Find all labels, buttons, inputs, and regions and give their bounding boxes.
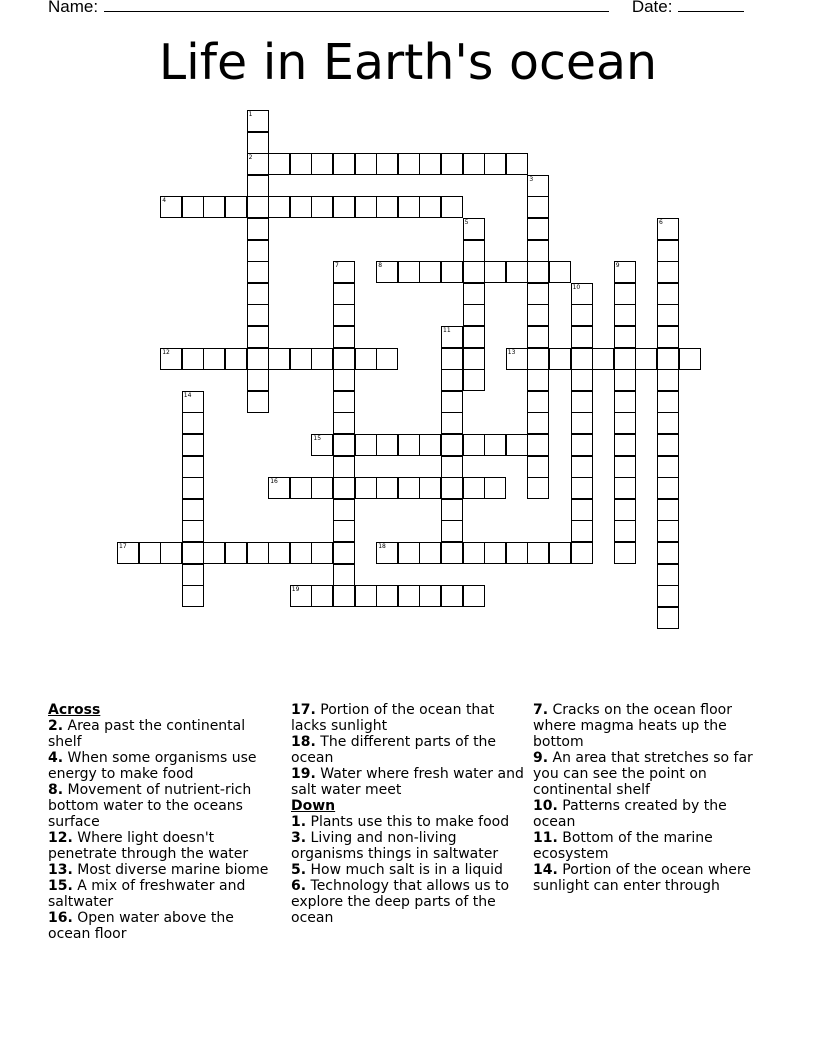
grid-cell[interactable]: [419, 434, 441, 456]
grid-cell[interactable]: [268, 153, 290, 175]
grid-cell[interactable]: [311, 477, 333, 499]
grid-cell[interactable]: [182, 412, 204, 434]
grid-cell[interactable]: [527, 261, 549, 283]
grid-cell[interactable]: [441, 520, 463, 542]
clue-text: Portion of the ocean that lacks sunlight: [291, 702, 495, 734]
clue-across-19: [291, 766, 525, 798]
grid-cell[interactable]: [571, 456, 593, 478]
grid-cell[interactable]: [657, 520, 679, 542]
grid-cell[interactable]: [657, 304, 679, 326]
grid-cell[interactable]: [527, 369, 549, 391]
grid-cell[interactable]: [247, 240, 269, 262]
grid-cell[interactable]: [398, 434, 420, 456]
grid-cell[interactable]: [614, 261, 636, 283]
clue-number-label: 15: [313, 435, 322, 442]
clue-across-13: [48, 862, 276, 878]
clue-text: When some organisms use energy to make food: [48, 750, 257, 782]
grid-cell[interactable]: [333, 369, 355, 391]
grid-cell[interactable]: [376, 153, 398, 175]
grid-cell[interactable]: [484, 477, 506, 499]
grid-cell[interactable]: [268, 477, 290, 499]
clue-text: A mix of freshwater and saltwater: [48, 878, 246, 910]
grid-cell[interactable]: [247, 110, 269, 132]
grid-cell[interactable]: [333, 520, 355, 542]
grid-cell[interactable]: [333, 434, 355, 456]
grid-cell[interactable]: [311, 434, 333, 456]
grid-cell[interactable]: [506, 542, 528, 564]
grid-cell[interactable]: [527, 326, 549, 348]
grid-cell[interactable]: [441, 261, 463, 283]
grid-cell[interactable]: [571, 304, 593, 326]
grid-cell[interactable]: [571, 369, 593, 391]
across-heading: Across: [48, 702, 101, 718]
grid-cell[interactable]: [614, 520, 636, 542]
grid-cell[interactable]: [484, 542, 506, 564]
clue-across-15: [48, 878, 276, 910]
clues-column-1: [48, 702, 276, 942]
clue-text: Most diverse marine biome: [77, 862, 269, 878]
grid-cell[interactable]: [182, 542, 204, 564]
grid-cell[interactable]: [506, 434, 528, 456]
name-field[interactable]: [104, 0, 609, 12]
grid-cell[interactable]: [592, 348, 614, 370]
clue-number-label: 17: [119, 543, 127, 550]
grid-cell[interactable]: [441, 369, 463, 391]
clue-down-11: [533, 830, 765, 862]
grid-cell[interactable]: [333, 196, 355, 218]
grid-cell[interactable]: [614, 326, 636, 348]
grid-cell[interactable]: [657, 607, 679, 629]
grid-cell[interactable]: [441, 477, 463, 499]
grid-cell[interactable]: [463, 218, 485, 240]
grid-cell[interactable]: [657, 326, 679, 348]
clue-number-label: 4: [162, 197, 167, 205]
grid-cell[interactable]: [527, 175, 549, 197]
grid-cell[interactable]: [333, 542, 355, 564]
grid-cell[interactable]: [441, 153, 463, 175]
grid-cell[interactable]: [614, 456, 636, 478]
grid-cell[interactable]: [247, 283, 269, 305]
grid-cell[interactable]: [441, 456, 463, 478]
grid-cell[interactable]: [247, 261, 269, 283]
clues-column-3: [533, 702, 765, 894]
page-title: Life in Earth's ocean: [158, 34, 658, 91]
grid-cell[interactable]: [203, 348, 225, 370]
grid-cell[interactable]: [182, 391, 204, 413]
clue-down-6: [291, 878, 525, 926]
clue-text: Bottom of the marine ecosystem: [533, 830, 713, 862]
grid-cell[interactable]: [463, 348, 485, 370]
grid-cell[interactable]: [571, 434, 593, 456]
date-label: Date:: [631, 0, 673, 16]
grid-cell[interactable]: [247, 391, 269, 413]
grid-cell[interactable]: [527, 196, 549, 218]
grid-cell[interactable]: [571, 499, 593, 521]
grid-cell[interactable]: [441, 196, 463, 218]
grid-cell[interactable]: [376, 542, 398, 564]
grid-cell[interactable]: [182, 434, 204, 456]
grid-cell[interactable]: [527, 348, 549, 370]
grid-cell[interactable]: [657, 283, 679, 305]
grid-cell[interactable]: [333, 564, 355, 586]
clue-down-9: [533, 750, 765, 798]
clue-number-label: 7: [335, 262, 339, 270]
clue-down-1: [291, 814, 525, 830]
grid-cell[interactable]: [527, 218, 549, 240]
clue-number: 6.: [291, 878, 307, 894]
clue-text: Where light doesn't penetrate through the water: [48, 830, 249, 862]
clue-text: Open water above the ocean floor: [48, 910, 234, 942]
clue-number-label: 6: [659, 219, 663, 226]
grid-cell[interactable]: [657, 564, 679, 586]
grid-cell[interactable]: [657, 499, 679, 521]
grid-cell[interactable]: [614, 283, 636, 305]
clue-text: Plants use this to make food: [310, 814, 510, 830]
grid-cell[interactable]: [333, 348, 355, 370]
grid-cell[interactable]: [527, 304, 549, 326]
clue-number: 4.: [48, 750, 64, 766]
header: [48, 0, 748, 17]
grid-cell[interactable]: [355, 434, 377, 456]
clue-across-17: [291, 702, 525, 734]
grid-cell[interactable]: [160, 196, 182, 218]
grid-cell[interactable]: [657, 369, 679, 391]
clue-across-2: [48, 718, 276, 750]
grid-cell[interactable]: [657, 585, 679, 607]
grid-cell[interactable]: [333, 261, 355, 283]
clue-text: Water where fresh water and salt water meet: [291, 766, 524, 798]
grid-cell[interactable]: [571, 520, 593, 542]
clue-text: Cracks on the ocean floor where magma heats up the bottom: [533, 702, 732, 750]
clue-across-16: [48, 910, 276, 942]
clue-number: 15.: [48, 878, 73, 894]
grid-cell[interactable]: [311, 542, 333, 564]
clue-number: 3.: [291, 830, 307, 846]
clue-number: 5.: [291, 862, 307, 878]
grid-cell[interactable]: [463, 283, 485, 305]
grid-cell[interactable]: [463, 153, 485, 175]
grid-cell[interactable]: [441, 326, 463, 348]
grid-cell[interactable]: [355, 196, 377, 218]
grid-cell[interactable]: [419, 477, 441, 499]
grid-cell[interactable]: [441, 585, 463, 607]
clue-number-label: 11: [443, 327, 451, 334]
clue-number: 8.: [48, 782, 64, 798]
clue-number-label: 12: [162, 348, 170, 356]
clue-number-label: 3: [529, 175, 534, 183]
grid-cell[interactable]: [225, 542, 247, 564]
grid-cell[interactable]: [333, 412, 355, 434]
grid-cell[interactable]: [398, 542, 420, 564]
clue-number: 16.: [48, 910, 73, 926]
clue-number-label: 8: [378, 262, 383, 270]
grid-cell[interactable]: [311, 348, 333, 370]
grid-cell[interactable]: [290, 153, 312, 175]
grid-cell[interactable]: [376, 585, 398, 607]
clue-number: 7.: [533, 702, 549, 718]
grid-cell[interactable]: [463, 477, 485, 499]
clue-number: 13.: [48, 862, 73, 878]
grid-cell[interactable]: [117, 542, 139, 564]
grid-cell[interactable]: [657, 434, 679, 456]
grid-cell[interactable]: [463, 326, 485, 348]
grid-cell[interactable]: [311, 196, 333, 218]
clue-number-label: 19: [291, 586, 300, 594]
grid-cell[interactable]: [527, 456, 549, 478]
grid-cell[interactable]: [571, 326, 593, 348]
date-field[interactable]: [678, 0, 744, 12]
clue-text: Portion of the ocean where sunlight can enter through: [533, 862, 751, 894]
grid-cell[interactable]: [333, 326, 355, 348]
clue-number: 11.: [533, 830, 558, 846]
grid-cell[interactable]: [182, 456, 204, 478]
clue-number-label: 16: [270, 478, 278, 486]
grid-cell[interactable]: [333, 283, 355, 305]
clue-text: The different parts of the ocean: [291, 734, 497, 766]
clue-number-label: 10: [572, 283, 581, 291]
grid-cell[interactable]: [679, 348, 701, 370]
grid-cell[interactable]: [398, 585, 420, 607]
grid-cell[interactable]: [290, 585, 312, 607]
grid-cell[interactable]: [225, 196, 247, 218]
grid-cell[interactable]: [311, 585, 333, 607]
grid-cell[interactable]: [657, 456, 679, 478]
clue-number: 1.: [291, 814, 307, 830]
grid-cell[interactable]: [376, 348, 398, 370]
clue-number-label: 2: [248, 154, 253, 162]
grid-cell[interactable]: [571, 412, 593, 434]
clue-text: Technology that allows us to explore the deep parts of the ocean: [291, 878, 510, 926]
grid-cell[interactable]: [419, 542, 441, 564]
grid-cell[interactable]: [355, 153, 377, 175]
grid-cell[interactable]: [549, 261, 571, 283]
grid-cell[interactable]: [160, 542, 182, 564]
grid-cell[interactable]: [463, 585, 485, 607]
grid-cell[interactable]: [571, 391, 593, 413]
grid-cell[interactable]: [419, 261, 441, 283]
clue-number-label: 13: [507, 348, 516, 356]
clue-text: Living and non-living organisms things in saltwater: [291, 830, 499, 862]
grid-cell[interactable]: [571, 477, 593, 499]
grid-cell[interactable]: [527, 477, 549, 499]
grid-cell[interactable]: [506, 261, 528, 283]
grid-cell[interactable]: [247, 153, 269, 175]
grid-cell[interactable]: [398, 477, 420, 499]
clue-number-label: 9: [615, 262, 620, 270]
clue-number: 18.: [291, 734, 316, 750]
grid-cell[interactable]: [614, 304, 636, 326]
clue-text: Movement of nutrient-rich bottom water to the oceans surface: [48, 782, 252, 830]
grid-cell[interactable]: [571, 283, 593, 305]
grid-cell[interactable]: [203, 196, 225, 218]
grid-cell[interactable]: [182, 499, 204, 521]
name-label: Name:: [48, 0, 99, 16]
grid-cell[interactable]: [635, 348, 657, 370]
grid-cell[interactable]: [290, 477, 312, 499]
grid-cell[interactable]: [398, 196, 420, 218]
grid-cell[interactable]: [398, 261, 420, 283]
grid-cell[interactable]: [333, 304, 355, 326]
grid-cell[interactable]: [484, 153, 506, 175]
grid-cell[interactable]: [614, 542, 636, 564]
grid-cell[interactable]: [398, 153, 420, 175]
grid-cell[interactable]: [614, 391, 636, 413]
clue-number: 2.: [48, 718, 64, 734]
grid-cell[interactable]: [484, 261, 506, 283]
grid-cell[interactable]: [527, 412, 549, 434]
grid-cell[interactable]: [571, 348, 593, 370]
clue-number-label: 1: [248, 111, 253, 118]
grid-cell[interactable]: [419, 196, 441, 218]
grid-cell[interactable]: [247, 348, 269, 370]
grid-cell[interactable]: [441, 499, 463, 521]
grid-cell[interactable]: [463, 304, 485, 326]
grid-cell[interactable]: [376, 477, 398, 499]
grid-cell[interactable]: [247, 326, 269, 348]
grid-cell[interactable]: [506, 153, 528, 175]
grid-cell[interactable]: [441, 348, 463, 370]
clue-text: Area past the continental shelf: [48, 718, 246, 750]
clue-down-3: [291, 830, 525, 862]
grid-cell[interactable]: [333, 153, 355, 175]
grid-cell[interactable]: [527, 283, 549, 305]
grid-cell[interactable]: [247, 304, 269, 326]
clue-number: 19.: [291, 766, 316, 782]
grid-cell[interactable]: [441, 542, 463, 564]
grid-cell[interactable]: [614, 369, 636, 391]
grid-cell[interactable]: [225, 348, 247, 370]
grid-cell[interactable]: [463, 434, 485, 456]
grid-cell[interactable]: [657, 218, 679, 240]
grid-cell[interactable]: [527, 240, 549, 262]
clue-across-12: [48, 830, 276, 862]
grid-cell[interactable]: [247, 218, 269, 240]
grid-cell[interactable]: [182, 585, 204, 607]
grid-cell[interactable]: [549, 542, 571, 564]
clue-text: An area that stretches so far you can see the point on continental shelf: [533, 750, 753, 798]
grid-cell[interactable]: [657, 261, 679, 283]
grid-cell[interactable]: [527, 542, 549, 564]
grid-cell[interactable]: [268, 542, 290, 564]
grid-cell[interactable]: [182, 196, 204, 218]
grid-cell[interactable]: [268, 196, 290, 218]
clue-number: 17.: [291, 702, 316, 718]
clue-number: 9.: [533, 750, 549, 766]
grid-cell[interactable]: [657, 240, 679, 262]
grid-cell[interactable]: [441, 412, 463, 434]
grid-cell[interactable]: [355, 585, 377, 607]
grid-cell[interactable]: [139, 542, 161, 564]
clues-column-2: [291, 702, 525, 926]
grid-cell[interactable]: [290, 542, 312, 564]
grid-cell[interactable]: [549, 348, 571, 370]
grid-cell[interactable]: [484, 434, 506, 456]
grid-cell[interactable]: [614, 477, 636, 499]
clue-down-5: [291, 862, 525, 878]
grid-cell[interactable]: [441, 391, 463, 413]
clue-down-10: [533, 798, 765, 830]
grid-cell[interactable]: [527, 434, 549, 456]
grid-cell[interactable]: [419, 585, 441, 607]
grid-cell[interactable]: [463, 240, 485, 262]
grid-cell[interactable]: [311, 153, 333, 175]
grid-cell[interactable]: [290, 348, 312, 370]
grid-cell[interactable]: [614, 412, 636, 434]
grid-cell[interactable]: [203, 542, 225, 564]
clue-number-label: 18: [378, 543, 386, 550]
grid-cell[interactable]: [290, 196, 312, 218]
grid-cell[interactable]: [182, 348, 204, 370]
clue-text: Patterns created by the ocean: [533, 798, 727, 830]
grid-cell[interactable]: [419, 153, 441, 175]
grid-cell[interactable]: [355, 477, 377, 499]
clue-number-label: 5: [464, 219, 469, 226]
grid-cell[interactable]: [247, 542, 269, 564]
grid-cell[interactable]: [657, 412, 679, 434]
grid-cell[interactable]: [614, 499, 636, 521]
grid-cell[interactable]: [247, 132, 269, 154]
grid-cell[interactable]: [571, 542, 593, 564]
grid-cell[interactable]: [355, 348, 377, 370]
grid-cell[interactable]: [247, 196, 269, 218]
clue-number: 14.: [533, 862, 558, 878]
grid-cell[interactable]: [182, 564, 204, 586]
grid-cell[interactable]: [182, 477, 204, 499]
grid-cell[interactable]: [333, 477, 355, 499]
clue-number-label: 14: [183, 391, 192, 399]
grid-cell[interactable]: [441, 434, 463, 456]
grid-cell[interactable]: [614, 434, 636, 456]
grid-cell[interactable]: [463, 542, 485, 564]
grid-cell[interactable]: [376, 196, 398, 218]
grid-cell[interactable]: [463, 261, 485, 283]
grid-cell[interactable]: [333, 391, 355, 413]
clue-across-18: [291, 734, 525, 766]
clue-text: How much salt is in a liquid: [310, 862, 503, 878]
grid-cell[interactable]: [614, 348, 636, 370]
grid-cell[interactable]: [376, 261, 398, 283]
down-heading: Down: [291, 798, 336, 814]
clue-across-4: [48, 750, 276, 782]
grid-cell[interactable]: [333, 585, 355, 607]
grid-cell[interactable]: [657, 542, 679, 564]
grid-cell[interactable]: [463, 369, 485, 391]
clue-number: 10.: [533, 798, 558, 814]
clue-across-8: [48, 782, 276, 830]
grid-cell[interactable]: [376, 434, 398, 456]
clue-down-14: [533, 862, 765, 894]
grid-cell[interactable]: [182, 520, 204, 542]
grid-cell[interactable]: [247, 175, 269, 197]
grid-cell[interactable]: [247, 369, 269, 391]
grid-cell[interactable]: [333, 499, 355, 521]
clue-down-7: [533, 702, 765, 750]
grid-cell[interactable]: [268, 348, 290, 370]
clue-number: 12.: [48, 830, 73, 846]
grid-cell[interactable]: [333, 456, 355, 478]
grid-cell[interactable]: [657, 391, 679, 413]
grid-cell[interactable]: [160, 348, 182, 370]
grid-cell[interactable]: [527, 391, 549, 413]
grid-cell[interactable]: [657, 348, 679, 370]
grid-cell[interactable]: [506, 348, 528, 370]
grid-cell[interactable]: [657, 477, 679, 499]
